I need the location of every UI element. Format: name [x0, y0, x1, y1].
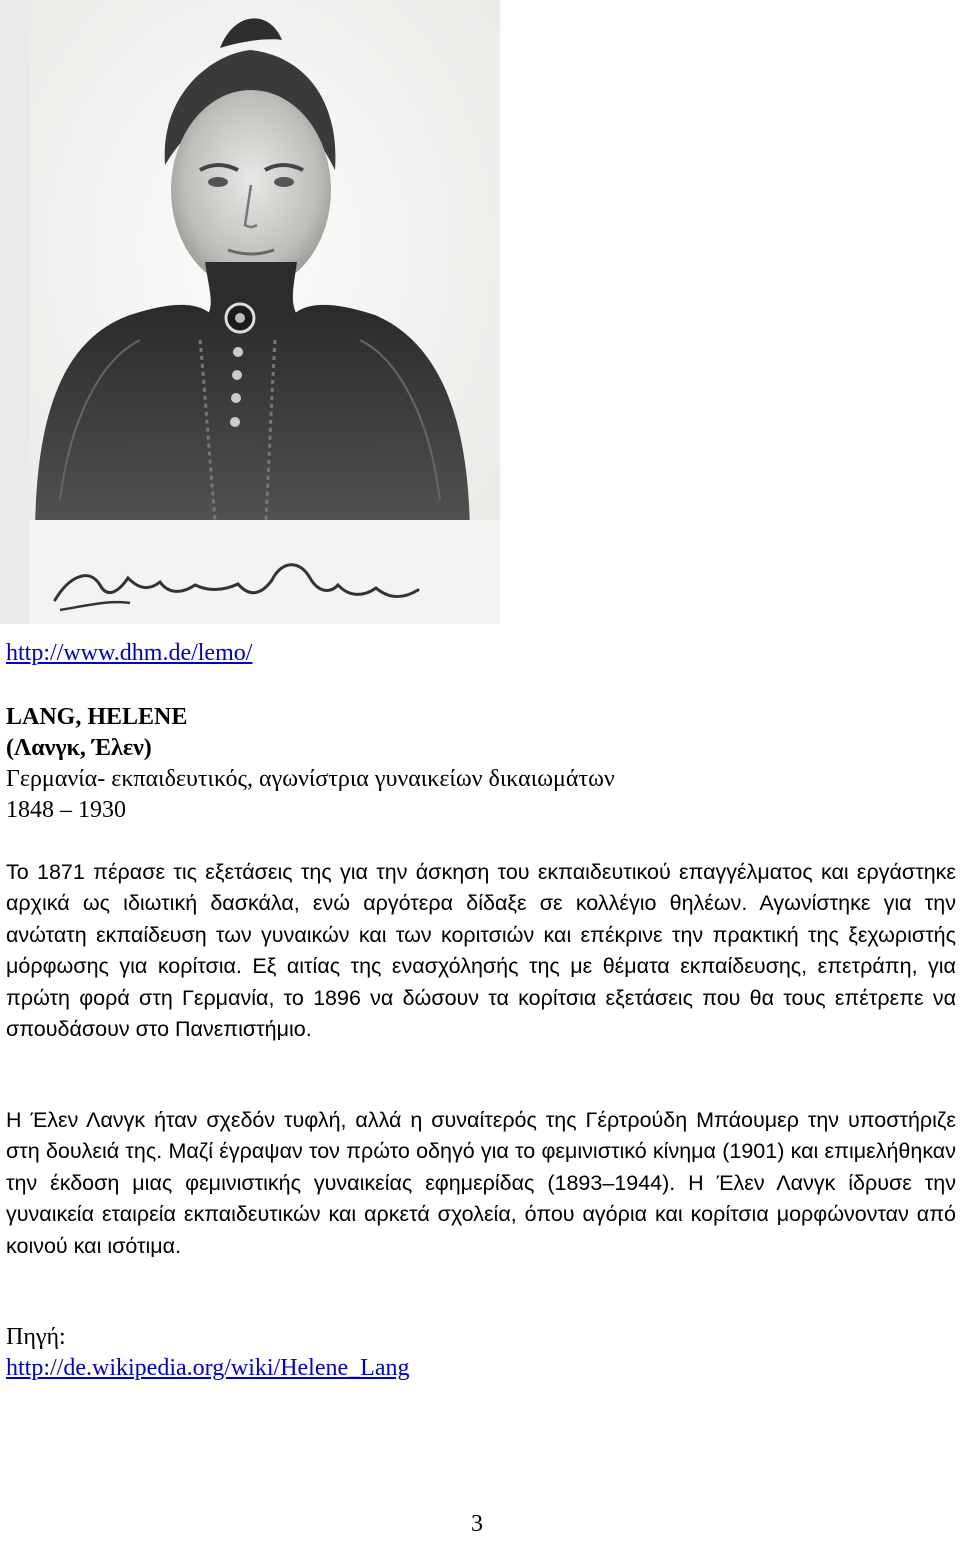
person-name: LANG, HELENE: [6, 704, 188, 730]
source-link-wikipedia[interactable]: http://de.wikipedia.org/wiki/Helene_Lang: [6, 1355, 410, 1381]
entry-header: [6, 702, 615, 826]
person-name-greek: (Λανγκ, Έλεν): [6, 735, 152, 761]
person-description: Γερμανία- εκπαιδευτικός, αγωνίστρια γυναικείων δικαιωμάτων: [6, 766, 615, 792]
biography-paragraph-1: Το 1871 πέρασε τις εξετάσεις της για την άσκηση του εκπαιδευτικού επαγγέλματος και εργάστηκε αρχικά ως ιδιωτική δασκάλα, ενώ αργότερα δίδαξε σε κολλέγιο θηλέων. Αγωνίστηκε για την ανώτατη εκπαίδευση των γυναικών και των κοριτσιών και επέκρινε την πρακτική της ξεχωριστής μόρφωσης για κορίτσια. Εξ αιτίας της ενασχόλησής της με θέματα εκπαίδευσης, επετράπη, για πρώτη φορά στη Γερμανία, το 1896 να δώσουν τα κορίτσια εξετάσεις που θα τους επέτρεπε να σπουδάσουν στο Πανεπιστήμιο.: [6, 860, 956, 1042]
source-label: Πηγή:: [6, 1324, 66, 1350]
portrait-photo: [0, 0, 500, 624]
biography-paragraph-2: Η Έλεν Λανγκ ήταν σχεδόν τυφλή, αλλά η συναίτερός της Γέρτρούδη Μπάουμερ την υποστήριζε στη δουλειά της. Μαζί έγραψαν τον πρώτο οδηγό για το φεμινιστικό κίνημα (1901) και επιμελήθηκαν την έκδοση μιας φεμινιστικής γυναικείας εφημερίδας (1893–1944). Η Έλεν Λανγκ ίδρυσε την γυναικεία εταιρεία εκπαιδευτικών και αρκετά σχολεία, όπου αγόρια και κορίτσια μορφώνονταν από κοινού και ισότιμα.: [6, 1108, 956, 1258]
person-years: 1848 – 1930: [6, 797, 126, 823]
page-number: 3: [471, 1511, 483, 1537]
source-block: [6, 1322, 409, 1384]
source-link-lemo[interactable]: http://www.dhm.de/lemo/: [6, 640, 253, 666]
